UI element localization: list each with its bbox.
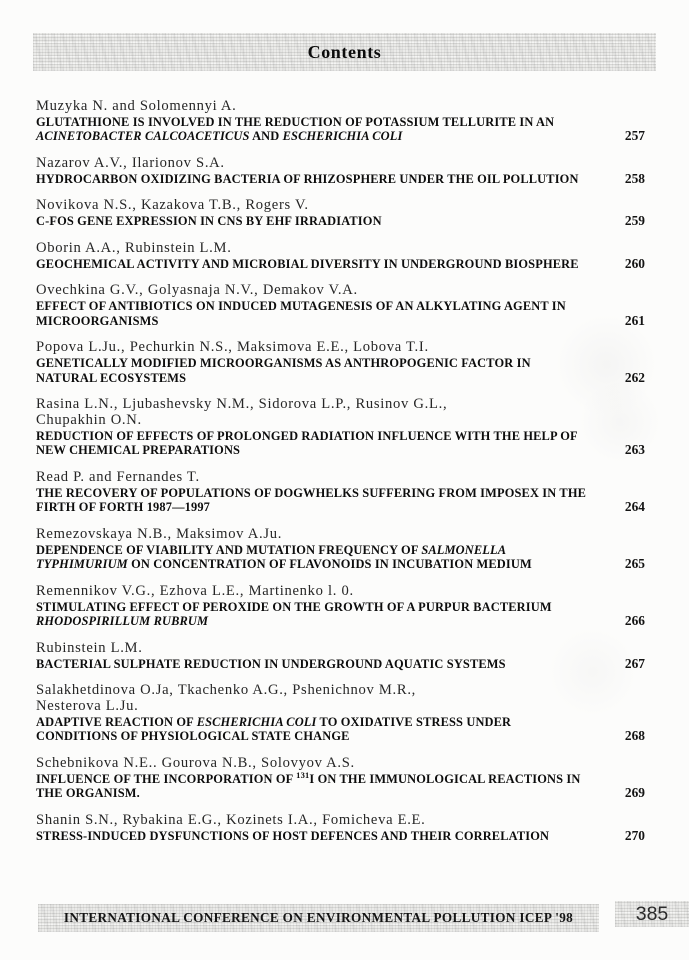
title-line: STRESS-INDUCED DYSFUNCTIONS OF HOST DEFENCES AND THEIR CORRELATION [36, 828, 550, 843]
entry-page-number: 264 [624, 499, 645, 515]
page-title: Contents [307, 41, 382, 62]
entry-title [36, 715, 596, 744]
author-line: Remennikov V.G., Ezhova L.E., Martinenko l. 0. [36, 582, 354, 599]
entry-title [36, 214, 596, 229]
entry-page-number: 257 [624, 128, 645, 144]
entry-page-number: 260 [624, 255, 645, 271]
entry-title-row [36, 429, 645, 458]
toc-entry [36, 641, 645, 671]
title-line: INFLUENCE OF THE INCORPORATION OF $^{131}$I ON THE IMMUNOLOGICAL REACTIONS IN [36, 769, 581, 786]
entry-title [36, 657, 596, 672]
title-line: NEW CHEMICAL PREPARATIONS [36, 443, 241, 458]
footer-band [38, 904, 599, 932]
title-line: HYDROCARBON OXIDIZING BACTERIA OF RHIZOSPHERE UNDER THE OIL POLLUTION [36, 171, 579, 186]
title-line: FIRTH OF FORTH 1987—1997 [36, 500, 211, 515]
entry-authors [36, 683, 645, 715]
entry-page-number: 261 [624, 312, 645, 328]
title-line: RHODOSPIRILLUM RUBRUM [36, 614, 209, 629]
entry-authors [36, 156, 645, 172]
entry-authors [36, 340, 645, 356]
toc-entry [36, 198, 645, 228]
title-line: STIMULATING EFFECT OF PEROXIDE ON THE GROWTH OF A PURPUR BACTERIUM [36, 599, 552, 614]
author-line: Salakhetdinova O.Ja, Tkachenko A.G., Pshenichnov M.R., [36, 682, 417, 699]
title-line: NATURAL ECOSYSTEMS [36, 370, 187, 385]
entry-authors [36, 99, 645, 115]
author-line: Rasina L.N., Ljubashevsky N.M., Sidorova L.P., Rusinov G.L., [36, 396, 448, 413]
entry-title [36, 172, 596, 187]
toc-list [36, 99, 645, 855]
title-line: REDUCTION OF EFFECTS OF PROLONGED RADIATION INFLUENCE WITH THE HELP OF [36, 428, 578, 443]
author-line: Ovechkina G.V., Golyasnaja N.V., Demakov V.A. [36, 282, 358, 299]
entry-title [36, 600, 596, 629]
entry-title-row [36, 600, 645, 629]
entry-title-row [36, 214, 645, 229]
title-line: THE ORGANISM. [36, 786, 140, 801]
author-line: Rubinstein L.M. [36, 639, 143, 656]
toc-entry [36, 241, 645, 271]
entry-title-row [36, 257, 645, 272]
entry-title [36, 299, 596, 328]
author-line: Schebnikova N.E.. Gourova N.B., Solovyov A.S. [36, 755, 355, 772]
toc-entry [36, 756, 645, 801]
entry-authors [36, 397, 645, 429]
entry-title-row [36, 829, 645, 844]
entry-title-row [36, 769, 645, 801]
entry-page-number: 268 [624, 728, 645, 744]
entry-authors [36, 527, 645, 543]
entry-authors [36, 641, 645, 657]
toc-entry [36, 527, 645, 572]
title-line: EFFECT OF ANTIBIOTICS ON INDUCED MUTAGENESIS OF AN ALKYLATING AGENT IN [36, 298, 566, 313]
entry-title-row [36, 657, 645, 672]
entry-page-number: 262 [624, 369, 645, 385]
entry-title [36, 769, 596, 801]
entry-authors [36, 198, 645, 214]
author-line: Novikova N.S., Kazakova T.B., Rogers V. [36, 197, 309, 214]
entry-title [36, 486, 596, 515]
title-line: ADAPTIVE REACTION OF ESCHERICHIA COLI TO OXIDATIVE STRESS UNDER [36, 714, 512, 729]
author-line: Nesterova L.Ju. [36, 698, 139, 715]
title-line: MICROORGANISMS [36, 313, 159, 328]
toc-entry [36, 283, 645, 328]
entry-title [36, 543, 596, 572]
entry-title-row [36, 356, 645, 385]
entry-title [36, 115, 596, 144]
author-line: Nazarov A.V., Ilarionov S.A. [36, 154, 225, 171]
toc-entry [36, 683, 645, 744]
entry-authors [36, 756, 645, 772]
title-line: TYPHIMURIUM ON CONCENTRATION OF FLAVONOIDS IN INCUBATION MEDIUM [36, 557, 532, 572]
entry-page-number: 269 [624, 785, 645, 801]
toc-entry [36, 397, 645, 458]
footer-page-number: 385 [615, 901, 689, 927]
author-line: Oborin A.A., Rubinstein L.M. [36, 239, 232, 256]
entry-title [36, 356, 596, 385]
entry-title [36, 429, 596, 458]
entry-title [36, 257, 596, 272]
entry-title-row [36, 486, 645, 515]
entry-title-row [36, 299, 645, 328]
entry-authors [36, 283, 645, 299]
title-line: BACTERIAL SULPHATE REDUCTION IN UNDERGROUND AQUATIC SYSTEMS [36, 656, 506, 671]
title-line: C-FOS GENE EXPRESSION IN CNS BY EHF IRRADIATION [36, 214, 382, 229]
toc-entry [36, 813, 645, 843]
entry-title [36, 829, 596, 844]
title-line: DEPENDENCE OF VIABILITY AND MUTATION FREQUENCY OF SALMONELLA [36, 542, 507, 557]
entry-page-number: 266 [624, 613, 645, 629]
entry-title-row [36, 543, 645, 572]
author-line: Chupakhin O.N. [36, 411, 142, 428]
entry-authors [36, 584, 645, 600]
title-line: CONDITIONS OF PHYSIOLOGICAL STATE CHANGE [36, 729, 350, 744]
title-line: ACINETOBACTER CALCOACETICUS AND ESCHERICHIA COLI [36, 129, 403, 144]
title-line: GENETICALLY MODIFIED MICROORGANISMS AS ANTHROPOGENIC FACTOR IN [36, 355, 531, 370]
conference-footer-text: INTERNATIONAL CONFERENCE ON ENVIRONMENTAL POLLUTION ICEP '98 [63, 910, 574, 925]
author-line: Read P. and Fernandes T. [36, 468, 200, 485]
entry-page-number: 263 [624, 442, 645, 458]
author-line: Remezovskaya N.B., Maksimov A.Ju. [36, 525, 283, 542]
contents-header-band [33, 33, 656, 71]
author-line: Muzyka N. and Solomennyi A. [36, 98, 237, 114]
title-line: THE RECOVERY OF POPULATIONS OF DOGWHELKS SUFFERING FROM IMPOSEX IN THE [36, 485, 587, 500]
entry-authors [36, 813, 645, 829]
author-line: Shanin S.N., Rybakina E.G., Kozinets I.A., Fomicheva E.E. [36, 812, 426, 829]
title-line: GLUTATHIONE IS INVOLVED IN THE REDUCTION OF POTASSIUM TELLURITE IN AN [36, 114, 555, 129]
entry-authors [36, 470, 645, 486]
toc-entry [36, 584, 645, 629]
toc-entry [36, 99, 645, 144]
title-line: GEOCHEMICAL ACTIVITY AND MICROBIAL DIVERSITY IN UNDERGROUND BIOSPHERE [36, 256, 579, 271]
entry-page-number: 270 [624, 827, 645, 843]
entry-page-number: 258 [624, 170, 645, 186]
entry-page-number: 265 [624, 556, 645, 572]
entry-page-number: 267 [624, 655, 645, 671]
entry-title-row [36, 115, 645, 144]
entry-title-row [36, 172, 645, 187]
author-line: Popova L.Ju., Pechurkin N.S., Maksimova E.E., Lobova T.I. [36, 339, 429, 356]
toc-entry [36, 470, 645, 515]
entry-authors [36, 241, 645, 257]
toc-entry [36, 156, 645, 186]
toc-entry [36, 340, 645, 385]
entry-page-number: 259 [624, 213, 645, 229]
entry-title-row [36, 715, 645, 744]
